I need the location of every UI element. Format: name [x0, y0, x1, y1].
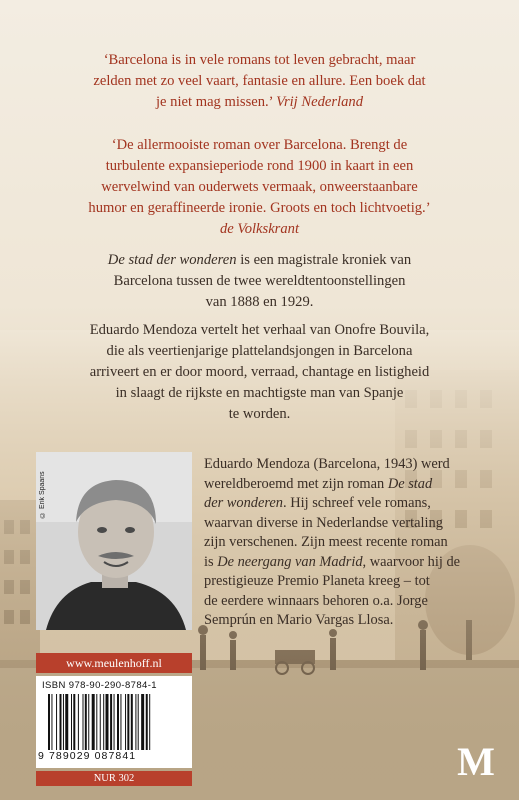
- barcode-bar: [138, 694, 139, 750]
- barcode-bar: [92, 694, 95, 750]
- review-quote-2: [0, 135, 519, 240]
- barcode-bar: [141, 694, 144, 750]
- blurb-paragraph-2: [0, 320, 519, 425]
- barcode-bar: [135, 694, 136, 750]
- barcode-bar: [127, 694, 129, 750]
- bio-text: . Hij schreef vele romans,: [283, 495, 431, 511]
- barcode-icon: [48, 694, 186, 750]
- bio-line: prestigieuze Premio Planeta kreeg – tot: [204, 573, 430, 589]
- author-portrait: [36, 452, 192, 630]
- barcode-bar: [120, 694, 121, 750]
- quote-2-line: humor en geraffineerde ironie. Groots en toch lichtvoetig.’: [88, 200, 431, 216]
- barcode-bar: [56, 694, 57, 750]
- barcode-bar: [106, 694, 109, 750]
- isbn-label: ISBN 978-90-290-8784-1: [42, 680, 157, 691]
- blurb-2-line: arriveert en er door moord, verraad, chantage en listigheid: [89, 364, 430, 380]
- barcode-bar: [63, 694, 64, 750]
- publisher-website: www.meulenhoff.nl: [36, 653, 192, 673]
- barcode-bar: [110, 694, 112, 750]
- barcode-bar: [60, 694, 62, 750]
- quote-2-line: turbulente expansieperiode rond 1900 in kaart in een: [105, 158, 414, 174]
- barcode-bar: [103, 694, 104, 750]
- bio-book-title: De stad: [387, 475, 433, 492]
- bio-line: zijn verschenen. Zijn meest recente roman: [204, 534, 448, 550]
- barcode-bar: [73, 694, 75, 750]
- bio-text: wereldberoemd met zijn roman: [204, 475, 388, 492]
- barcode-bar: [146, 694, 148, 750]
- barcode-bar: [149, 694, 150, 750]
- blurb-2-line: die als veertienjarige plattelandsjongen in Barcelona: [106, 343, 413, 359]
- bio-book-title: der wonderen: [204, 495, 284, 511]
- nur-code: NUR 302: [36, 771, 192, 786]
- quote-2-line: ‘De allermooiste roman over Barcelona. Brengt de: [111, 137, 408, 153]
- book-title: De stad der wonderen: [107, 252, 237, 268]
- blurb-2-line: in slaagt de rijkste en machtigste man van Spanje: [115, 385, 404, 401]
- bio-line: Eduardo Mendoza (Barcelona, 1943) werd: [204, 456, 450, 472]
- barcode-bar: [48, 694, 50, 750]
- blurb-1-text: is een magistrale kroniek van: [236, 252, 412, 268]
- quote-1-line-text: je niet mag missen.’: [156, 94, 277, 110]
- bio-line: Semprún en Mario Vargas Llosa.: [204, 612, 394, 628]
- quote-1-line: [0, 92, 519, 113]
- quote-1-source: Vrij Nederland: [276, 94, 363, 110]
- barcode-bar: [100, 694, 101, 750]
- barcode-bar: [85, 694, 87, 750]
- blurb-1-line: Barcelona tussen de twee wereldtentoonstellingen: [113, 273, 406, 289]
- barcode-bar: [131, 694, 133, 750]
- barcode-bar: [78, 694, 79, 750]
- barcode-box: [36, 676, 192, 768]
- publisher-logo-icon: M: [457, 739, 495, 784]
- quote-2-line: wervelwind van ouderwets vermaak, onweerstaanbare: [101, 179, 418, 195]
- author-bio: [204, 455, 504, 631]
- bio-text: , waarvoor hij de: [362, 553, 461, 570]
- blurb-2-line: te worden.: [228, 406, 291, 422]
- photo-credit: © Erik Spaans: [39, 471, 46, 518]
- barcode-bar: [96, 694, 97, 750]
- bio-line: [204, 553, 504, 573]
- bio-line: de eerdere winnaars behoren o.a. Jorge: [204, 592, 428, 609]
- blurb-1-line: van 1888 en 1929.: [205, 294, 314, 310]
- barcode-bar: [125, 694, 126, 750]
- blurb-1-line: [0, 250, 519, 271]
- blurb-paragraph-1: [0, 250, 519, 313]
- quote-1-line: zelden met zo veel vaart, fantasie en allure. Een boek dat: [93, 73, 426, 89]
- barcode-bar: [83, 694, 84, 750]
- bio-line: waarvan diverse in Nederlandse vertaling: [204, 514, 443, 531]
- barcode-bar: [65, 694, 68, 750]
- review-quote-1: [0, 50, 519, 113]
- blurb-2-line: Eduardo Mendoza vertelt het verhaal van Onofre Bouvila,: [89, 322, 430, 338]
- barcode-bar: [71, 694, 72, 750]
- barcode-bar: [117, 694, 119, 750]
- bio-text: is: [204, 553, 218, 570]
- quote-2-source: de Volkskrant: [219, 221, 300, 237]
- barcode-bar: [51, 694, 52, 750]
- barcode-bar: [114, 694, 115, 750]
- bio-line: [204, 494, 504, 514]
- bio-line: [204, 475, 504, 495]
- bio-book-title: De neergang van Madrid: [217, 553, 363, 570]
- author-portrait-image: [36, 452, 192, 630]
- ean-number: 9 789029 087841: [38, 750, 137, 762]
- quote-1-line: ‘Barcelona is in vele romans tot leven gebracht, maar: [103, 52, 416, 68]
- barcode-bar: [88, 694, 89, 750]
